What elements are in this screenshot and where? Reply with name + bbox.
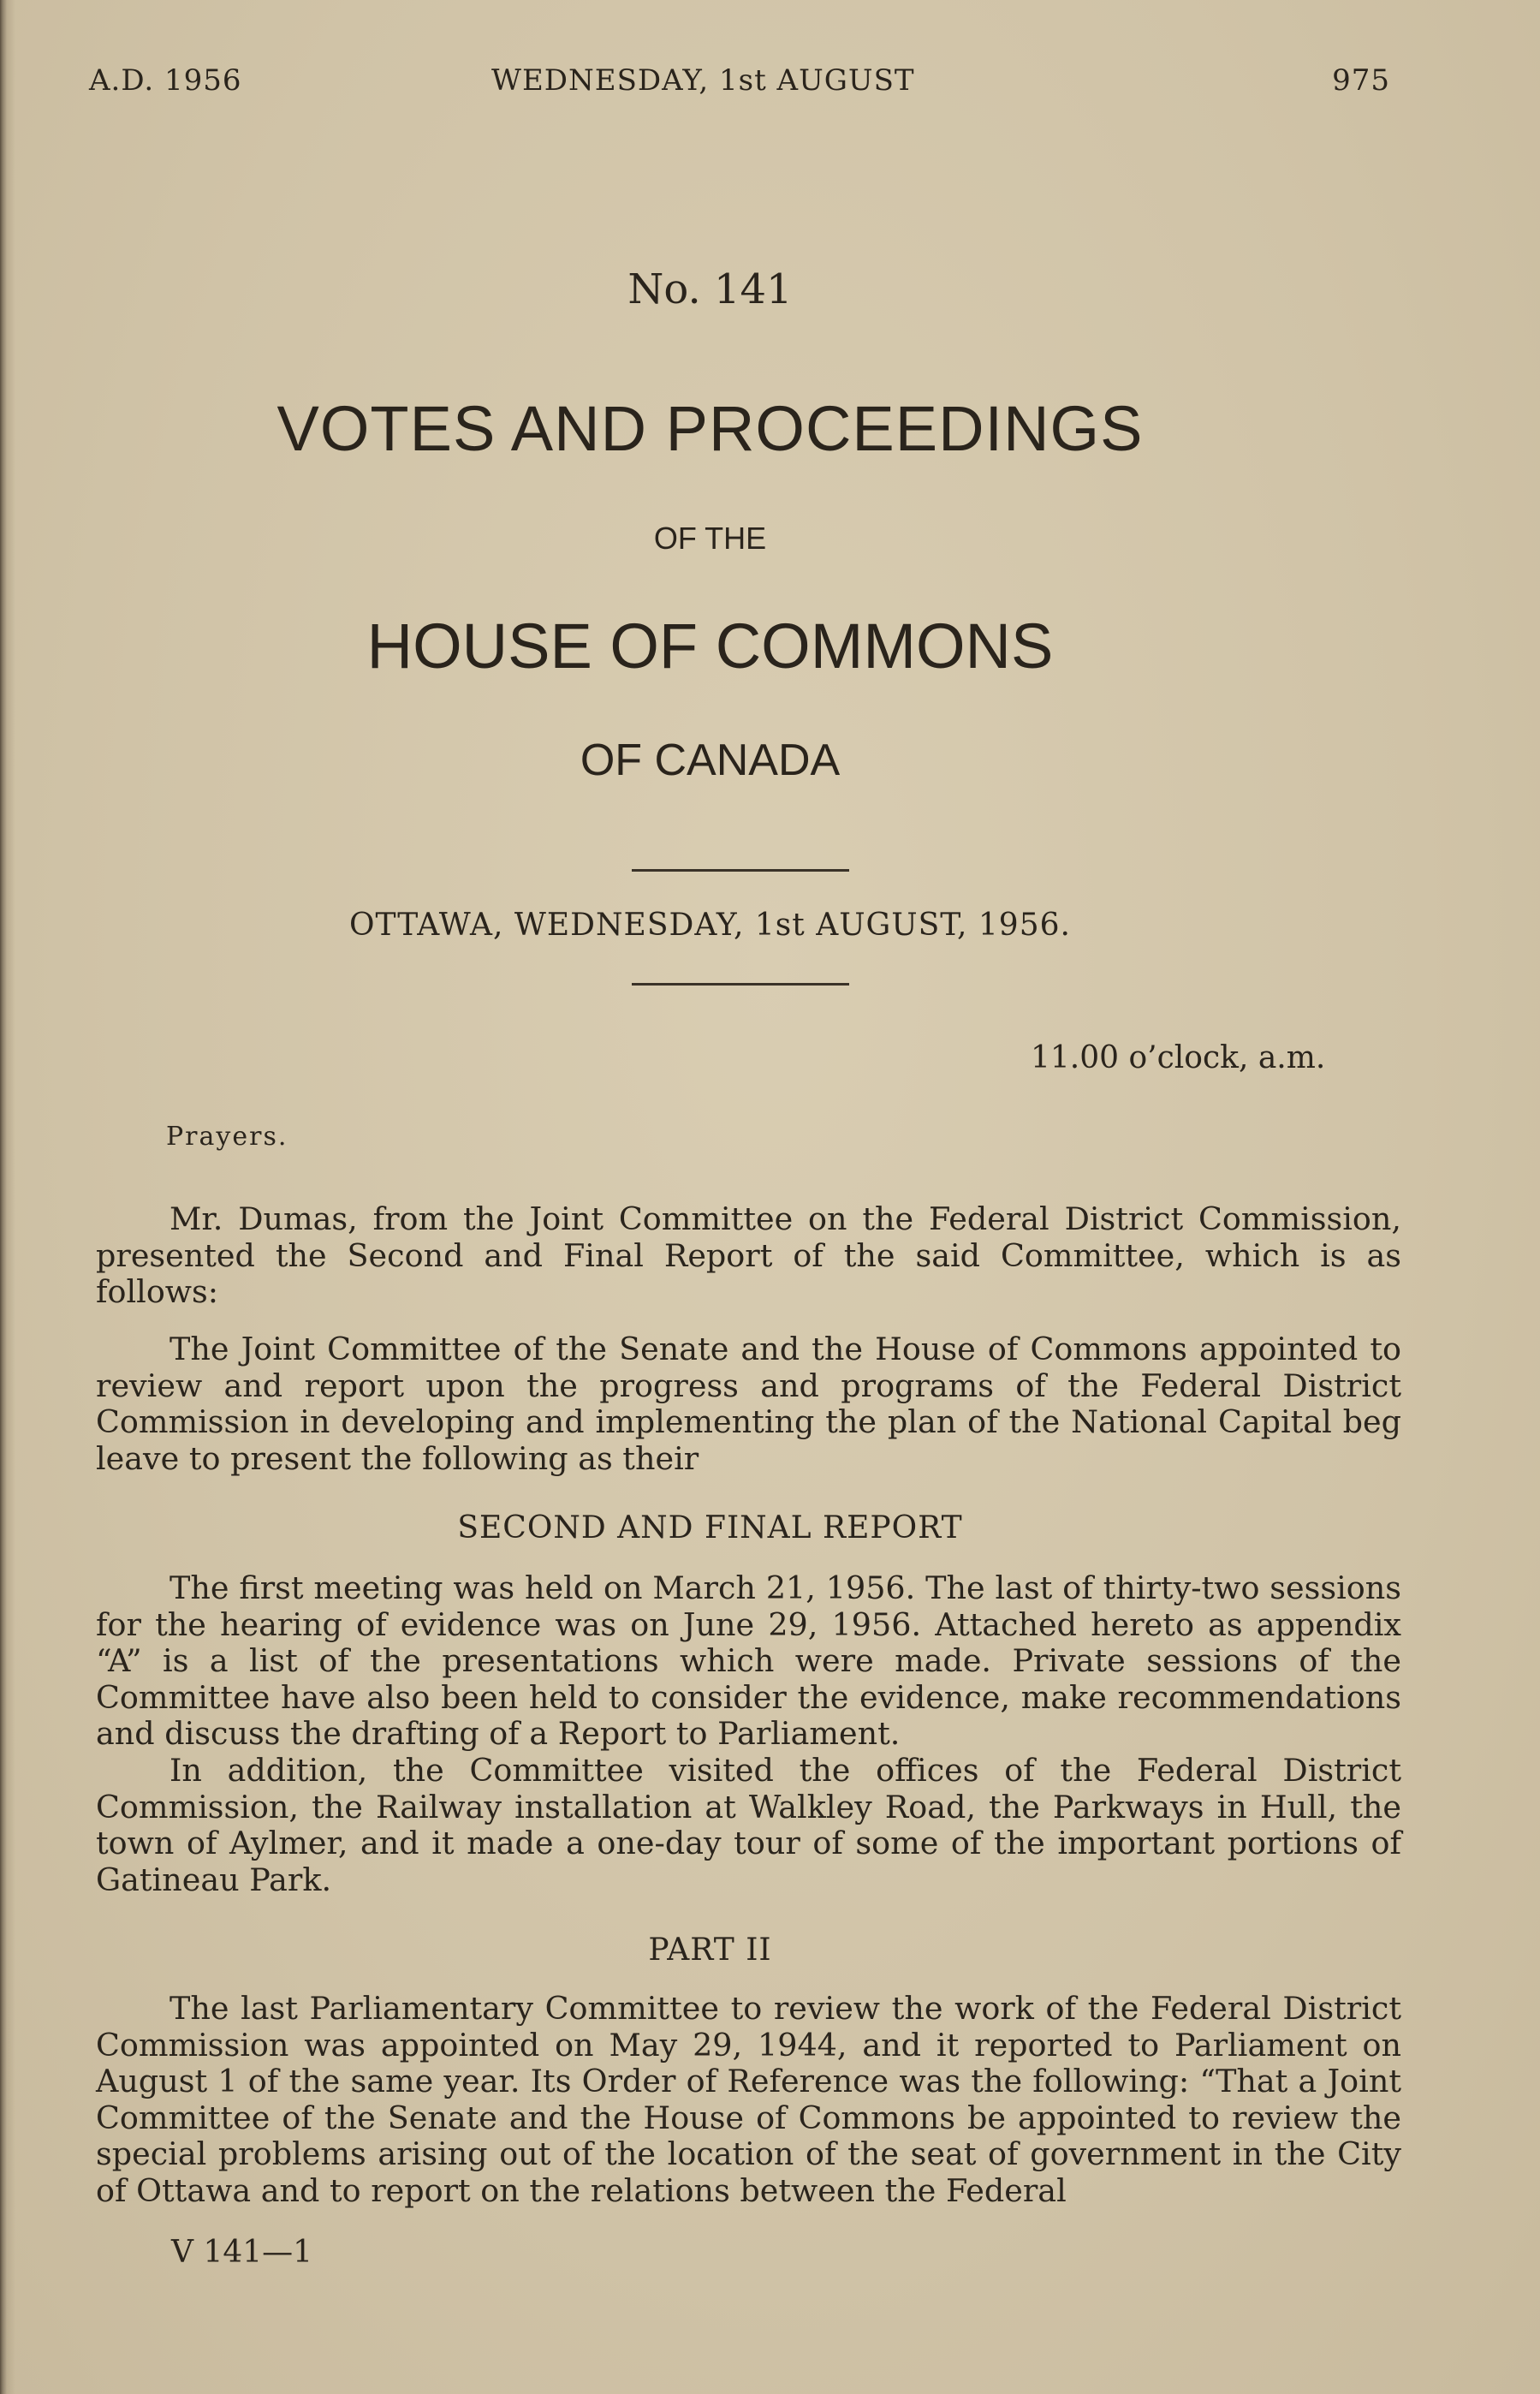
section-heading-report: SECOND AND FINAL REPORT [457, 1510, 963, 1545]
header-year: A.D. 1956 [89, 63, 242, 98]
paragraph-previous-committee: The last Parliamentary Committee to review the work of the Federal District Commission was appointed on May 29, 1944, and it reported to Parliament on August 1 of the same year. Its Order of Reference was the following: “That a Joint Committee of the Senate and the House of Commons be appointed to review the special problems arising out of the location of the seat of government in the City of Ottawa and to report on the relations between the Federal [96, 1990, 1401, 2209]
subtitle-of-the: OF THE [653, 521, 767, 556]
page-binding-edge [0, 0, 15, 2394]
header-page-number: 975 [1332, 63, 1390, 98]
header-date: WEDNESDAY, 1st AUGUST [491, 63, 915, 98]
sitting-time: 11.00 o’clock, a.m. [1031, 1040, 1326, 1075]
house-title: HOUSE OF COMMONS [366, 610, 1054, 682]
divider-rule [632, 983, 849, 986]
main-title: VOTES AND PROCEEDINGS [276, 393, 1144, 464]
footer-signature-mark: V 141—1 [171, 2235, 313, 2270]
running-header [89, 63, 1390, 106]
paragraph-report-presented: Mr. Dumas, from the Joint Committee on the Federal District Commission, presented the Second and Final Report of the said Committee, which is as follows: [96, 1200, 1401, 1310]
prayers-heading: Prayers. [166, 1122, 288, 1152]
paragraph-meetings: The first meeting was held on March 21, 1956. The last of thirty-two sessions for the hearing of evidence was on June 29, 1956. Attached hereto as appendix “A” is a list of the presentations which were made. Private sessions of the Committee have also been held to consider the evidence, make recommendations and discuss the drafting of a Report to Parliament. [96, 1569, 1401, 1752]
canada-title: OF CANADA [580, 735, 841, 785]
section-heading-part-ii: PART II [648, 1932, 772, 1968]
divider-rule [632, 869, 849, 872]
issue-number: No. 141 [627, 265, 793, 313]
dateline: OTTAWA, WEDNESDAY, 1st AUGUST, 1956. [349, 908, 1071, 943]
paragraph-committee-intro: The Joint Committee of the Senate and the House of Commons appointed to review and report upon the progress and programs of the Federal District Commission in developing and implementing the plan of the National Capital beg leave to present the following as their [96, 1331, 1401, 1477]
paragraph-visits: In addition, the Committee visited the offices of the Federal District Commission, the Railway installation at Walkley Road, the Parkways in Hull, the town of Aylmer, and it made a one-day tour of some of the important portions of Gatineau Park. [96, 1752, 1401, 1898]
